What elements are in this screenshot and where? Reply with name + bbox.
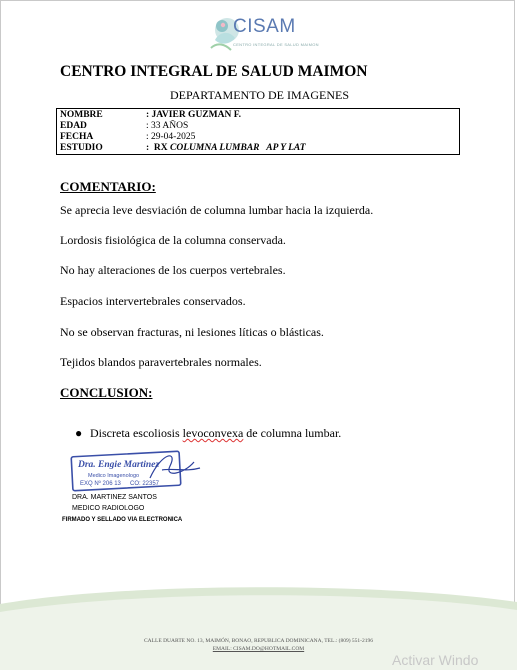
stamp-exq: EXQ Nº 206 13 xyxy=(80,481,121,487)
footer-address: CALLE DUARTE NO. 13, MAIMÓN, BONAO, REPUBLICA DOMINICANA, TEL.: (809) 551-2196 xyxy=(143,638,374,644)
comentario-line: Se aprecia leve desviación de columna lumbar hacia la izquierda. xyxy=(60,203,374,217)
patient-row-edad xyxy=(60,121,188,132)
patient-row-estudio xyxy=(60,143,306,154)
comentario-line: No hay alteraciones de los cuerpos vertebrales. xyxy=(60,263,286,277)
doctor-stamp xyxy=(66,448,206,496)
bullet-dot-icon: ● xyxy=(75,426,83,440)
patient-key: NOMBRE xyxy=(60,110,103,120)
comentario-line: No se observan fracturas, ni lesiones líticas o blásticas. xyxy=(60,325,324,339)
comentario-line: Espacios intervertebrales conservados. xyxy=(60,294,246,308)
windows-activation-watermark: Activar Windo xyxy=(392,652,479,668)
stamp-name: Dra. Engie Martinez xyxy=(78,460,160,470)
conclusion-heading: CONCLUSION: xyxy=(60,385,153,400)
patient-value-prefix: : RX xyxy=(146,143,171,153)
conclusion-text-before: Discreta escoliosis xyxy=(90,426,183,440)
signature-name: DRA. MARTINEZ SANTOS xyxy=(72,494,157,501)
patient-row-nombre xyxy=(60,110,241,121)
patient-key: FECHA xyxy=(60,132,94,142)
spellcheck-flagged-word: levoconvexa xyxy=(182,426,244,440)
comentario-line: Lordosis fisiológica de la columna conservada. xyxy=(60,233,286,247)
document-title: CENTRO INTEGRAL DE SALUD MAIMON xyxy=(60,63,368,80)
conclusion-text-after: de columna lumbar. xyxy=(243,426,342,440)
logo-wordmark: CISAM xyxy=(233,16,296,37)
comentario-line: Tejidos blandos paravertebrales normales. xyxy=(60,355,262,369)
stamp-role: Medico Imagenologo xyxy=(88,473,140,479)
patient-value-study: COLUMNA LUMBAR AP Y LAT xyxy=(170,143,306,153)
comentario-heading: COMENTARIO: xyxy=(60,179,156,194)
signature-note: FIRMADO Y SELLADO VIA ELECTRONICA xyxy=(62,517,183,523)
patient-key: EDAD xyxy=(60,121,87,131)
patient-value: : JAVIER GUZMAN F. xyxy=(146,110,242,120)
patient-info-box xyxy=(56,108,460,155)
patient-value: : 33 AÑOS xyxy=(146,121,189,131)
conclusion-bullet xyxy=(75,426,341,441)
logo-subtitle: CENTRO INTEGRAL DE SALUD MAIMON xyxy=(233,42,319,47)
department-title: DEPARTAMENTO DE IMAGENES xyxy=(170,88,349,102)
stamp-code: CO: 22357 xyxy=(130,481,160,487)
patient-row-fecha xyxy=(60,132,195,143)
footer-email: EMAIL: CISAM.DO@HOTMAIL.COM xyxy=(212,646,305,652)
patient-value: : 29-04-2025 xyxy=(146,132,196,142)
patient-key: ESTUDIO xyxy=(60,143,103,153)
signature-title: MEDICO RADIOLOGO xyxy=(72,505,145,512)
